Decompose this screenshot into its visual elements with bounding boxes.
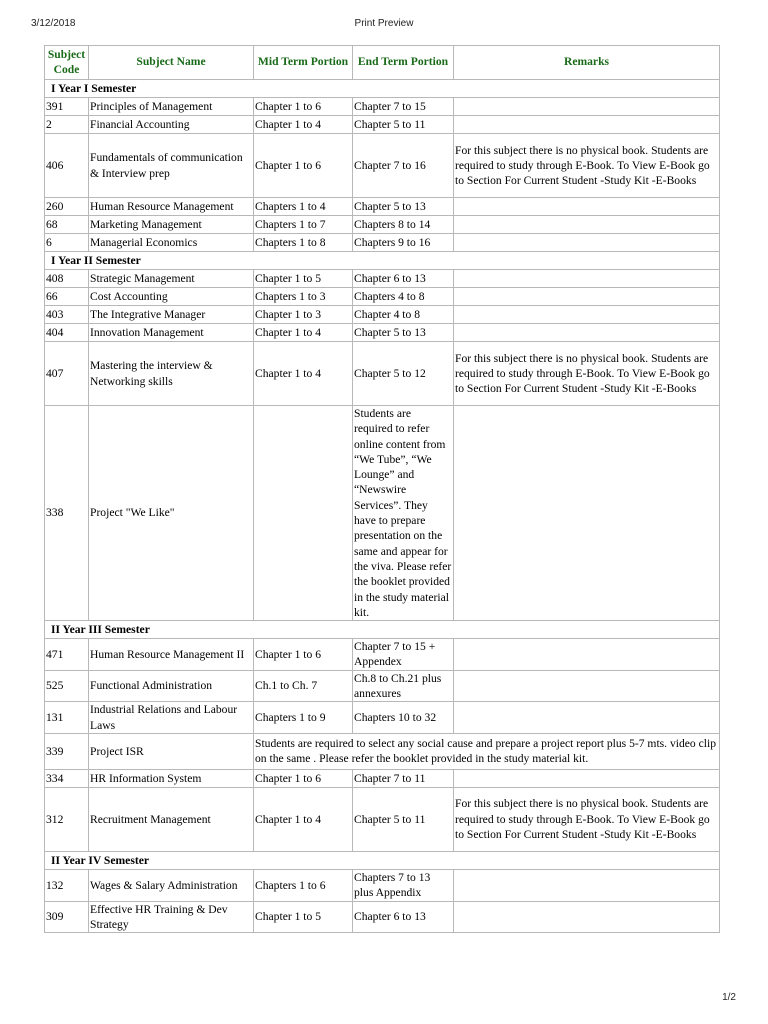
end-term-cell: Chapter 6 to 13 [353,901,454,933]
remarks-cell: For this subject there is no physical book. Students are required to study through E-Book. To View E-Book go to Section For Current Student -Study Kit -E-Books [454,134,720,198]
subject-code-cell: 132 [45,869,89,901]
table-row [45,406,720,621]
mid-term-cell: Chapter 1 to 6 [254,769,353,787]
subject-code-cell: 403 [45,306,89,324]
table-row [45,670,720,702]
section-title: I Year II Semester [45,252,720,270]
subject-code-cell: 6 [45,234,89,252]
table-row [45,869,720,901]
table-row [45,134,720,198]
mid-term-cell: Chapter 1 to 6 [254,134,353,198]
end-term-cell: Chapter 7 to 16 [353,134,454,198]
table-row [45,216,720,234]
subject-code-cell: 471 [45,639,89,671]
table-row [45,733,720,769]
subject-name-cell: Managerial Economics [89,234,254,252]
remarks-cell [454,702,720,734]
table-row [45,342,720,406]
subject-name-cell: Mastering the interview & Networking skills [89,342,254,406]
end-term-cell: Chapter 4 to 8 [353,306,454,324]
subject-name-cell: Recruitment Management [89,787,254,851]
subject-code-cell: 391 [45,98,89,116]
mid-term-cell: Chapter 1 to 5 [254,270,353,288]
remarks-cell [454,116,720,134]
end-term-cell: Ch.8 to Ch.21 plus annexures [353,670,454,702]
remarks-cell [454,234,720,252]
mid-term-cell: Chapters 1 to 3 [254,288,353,306]
subject-code-cell: 260 [45,198,89,216]
subject-code-cell: 2 [45,116,89,134]
subject-name-cell: Wages & Salary Administration [89,869,254,901]
mid-term-cell: Chapters 1 to 7 [254,216,353,234]
mid-term-cell: Chapter 1 to 4 [254,787,353,851]
end-term-cell: Chapter 7 to 11 [353,769,454,787]
table-row [45,324,720,342]
table-row [45,98,720,116]
subject-name-cell: Human Resource Management II [89,639,254,671]
subject-name-cell: Financial Accounting [89,116,254,134]
remarks-cell [454,198,720,216]
table-header-row [45,46,720,80]
subject-name-cell: Industrial Relations and Labour Laws [89,702,254,734]
remarks-cell [454,869,720,901]
mid-term-cell: Chapters 1 to 4 [254,198,353,216]
subject-name-cell: Project ISR [89,733,254,769]
remarks-cell [454,288,720,306]
page-number: 1/2 [722,992,736,1003]
table-row [45,787,720,851]
mid-term-cell: Chapter 1 to 4 [254,342,353,406]
subject-code-cell: 338 [45,406,89,621]
end-term-cell: Chapter 5 to 11 [353,116,454,134]
mid-term-cell: Chapters 1 to 8 [254,234,353,252]
remarks-cell: For this subject there is no physical book. Students are required to study through E-Book. To View E-Book go to Section For Current Student -Study Kit -E-Books [454,787,720,851]
mid-term-cell: Chapter 1 to 4 [254,324,353,342]
end-term-cell: Chapters 4 to 8 [353,288,454,306]
remarks-cell [454,769,720,787]
end-term-cell: Chapter 7 to 15 + Appendex [353,639,454,671]
table-row [45,901,720,933]
section-row [45,80,720,98]
table-body [45,80,720,933]
subject-name-cell: HR Information System [89,769,254,787]
syllabus-table [44,45,720,933]
table-row [45,116,720,134]
mid-term-cell: Chapters 1 to 6 [254,869,353,901]
end-term-cell: Chapter 5 to 12 [353,342,454,406]
remarks-cell [454,670,720,702]
end-term-cell: Chapters 10 to 32 [353,702,454,734]
col-header-remarks: Remarks [454,46,720,80]
print-header [0,0,768,40]
subject-code-cell: 131 [45,702,89,734]
subject-code-cell: 525 [45,670,89,702]
project-note-cell: Students are required to select any social cause and prepare a project report plus 5-7 mts. video clip on the same . Please refer the booklet provided in the study material kit. [254,733,720,769]
end-term-cell: Chapters 9 to 16 [353,234,454,252]
section-row [45,252,720,270]
subject-code-cell: 407 [45,342,89,406]
end-term-cell: Chapters 7 to 13 plus Appendix [353,869,454,901]
remarks-cell [454,324,720,342]
subject-name-cell: Cost Accounting [89,288,254,306]
subject-name-cell: Project "We Like" [89,406,254,621]
col-header-code: Subject Code [45,46,89,80]
col-header-end: End Term Portion [353,46,454,80]
subject-name-cell: Human Resource Management [89,198,254,216]
remarks-cell [454,406,720,621]
end-term-cell: Chapter 6 to 13 [353,270,454,288]
subject-name-cell: Effective HR Training & Dev Strategy [89,901,254,933]
subject-code-cell: 406 [45,134,89,198]
section-title: II Year IV Semester [45,851,720,869]
end-term-cell: Chapter 5 to 13 [353,198,454,216]
subject-code-cell: 408 [45,270,89,288]
subject-code-cell: 309 [45,901,89,933]
remarks-cell [454,306,720,324]
end-term-cell: Chapter 7 to 15 [353,98,454,116]
end-term-cell: Chapter 5 to 13 [353,324,454,342]
end-term-cell: Chapters 8 to 14 [353,216,454,234]
subject-code-cell: 68 [45,216,89,234]
col-header-name: Subject Name [89,46,254,80]
mid-term-cell: Chapter 1 to 5 [254,901,353,933]
remarks-cell [454,98,720,116]
subject-name-cell: Innovation Management [89,324,254,342]
remarks-cell [454,216,720,234]
mid-term-cell: Chapter 1 to 3 [254,306,353,324]
print-date: 3/12/2018 [31,18,76,29]
remarks-cell [454,639,720,671]
section-title: I Year I Semester [45,80,720,98]
remarks-cell [454,270,720,288]
col-header-mid: Mid Term Portion [254,46,353,80]
subject-name-cell: Strategic Management [89,270,254,288]
table-row [45,769,720,787]
table-row [45,288,720,306]
print-title: Print Preview [354,18,414,29]
section-row [45,851,720,869]
table-row [45,270,720,288]
remarks-cell: For this subject there is no physical book. Students are required to study through E-Book. To View E-Book go to Section For Current Student -Study Kit -E-Books [454,342,720,406]
end-term-cell: Chapter 5 to 11 [353,787,454,851]
subject-code-cell: 334 [45,769,89,787]
subject-name-cell: Functional Administration [89,670,254,702]
mid-term-cell: Chapter 1 to 6 [254,639,353,671]
table-row [45,702,720,734]
section-title: II Year III Semester [45,621,720,639]
subject-name-cell: Fundamentals of communication & Interview prep [89,134,254,198]
mid-term-cell: Ch.1 to Ch. 7 [254,670,353,702]
table-row [45,306,720,324]
mid-term-cell: Chapter 1 to 6 [254,98,353,116]
end-term-cell: Students are required to refer online content from “We Tube”, “We Lounge” and “Newswire Services”. They have to prepare presentation on the same and appear for the viva. Please refer the booklet provided in the study material kit. [353,406,454,621]
subject-code-cell: 66 [45,288,89,306]
section-row [45,621,720,639]
subject-name-cell: Principles of Management [89,98,254,116]
subject-name-cell: The Integrative Manager [89,306,254,324]
table-row [45,234,720,252]
mid-term-cell: Chapters 1 to 9 [254,702,353,734]
mid-term-cell: Chapter 1 to 4 [254,116,353,134]
table-row [45,198,720,216]
subject-code-cell: 404 [45,324,89,342]
mid-term-cell [254,406,353,621]
subject-code-cell: 312 [45,787,89,851]
subject-name-cell: Marketing Management [89,216,254,234]
remarks-cell [454,901,720,933]
table-row [45,639,720,671]
subject-code-cell: 339 [45,733,89,769]
